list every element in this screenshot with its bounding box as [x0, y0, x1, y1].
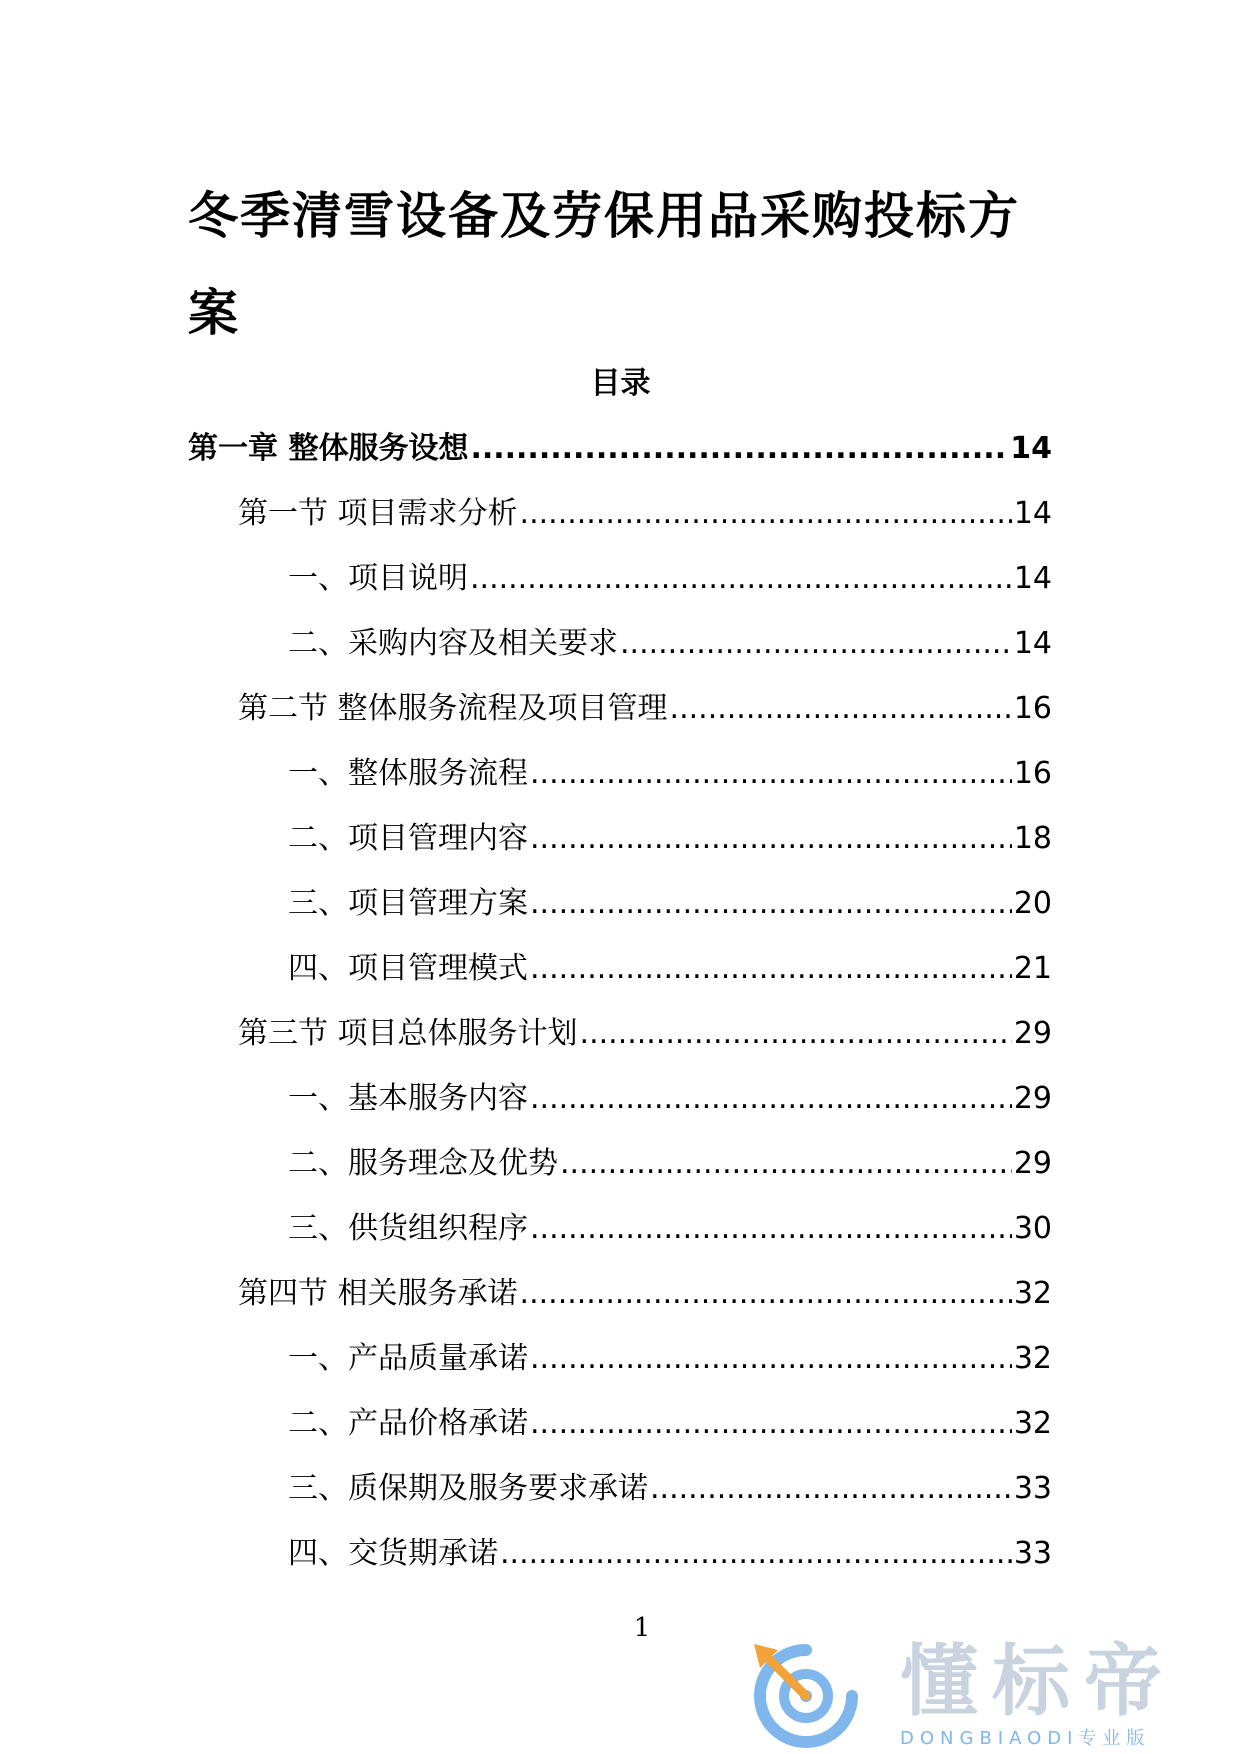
toc-entry[interactable] [188, 883, 1052, 948]
toc-entry[interactable] [188, 1273, 1052, 1338]
watermark-subtitle: DONGBIAODI专业版 [900, 1728, 1151, 1749]
toc-entry[interactable] [188, 818, 1052, 883]
toc-entry[interactable] [188, 1468, 1052, 1533]
toc-entry-title: 一、整体服务流程 [288, 756, 528, 791]
toc-leader-dots [670, 688, 1012, 730]
toc-entry-page: 14 [1013, 626, 1052, 661]
toc-entry-title: 第一节 项目需求分析 [238, 496, 518, 531]
toc-entry-page: 32 [1013, 1341, 1052, 1376]
toc-leader-dots [530, 1208, 1012, 1250]
toc-entry-title: 一、项目说明 [288, 561, 468, 596]
toc-entry[interactable] [188, 1403, 1052, 1468]
toc-entry-title: 二、服务理念及优势 [288, 1146, 558, 1181]
toc-leader-dots [500, 1533, 1012, 1575]
toc-leader-dots [530, 1078, 1012, 1120]
toc-entry-title: 第四节 相关服务承诺 [238, 1276, 518, 1311]
toc-heading: 目录 [590, 366, 651, 401]
toc-leader-dots [530, 818, 1012, 860]
toc-entry-page: 30 [1013, 1211, 1052, 1246]
toc-entry-title: 三、质保期及服务要求承诺 [288, 1471, 648, 1506]
toc-leader-dots [530, 1403, 1012, 1445]
toc-entry[interactable] [188, 623, 1052, 688]
toc-entry-page: 29 [1013, 1146, 1052, 1181]
toc-entry-page: 18 [1013, 821, 1052, 856]
toc-leader-dots [530, 948, 1012, 990]
toc-entry-page: 14 [1013, 561, 1052, 596]
toc-entry-title: 二、项目管理内容 [288, 821, 528, 856]
toc-entry[interactable] [188, 1013, 1052, 1078]
watermark [740, 1628, 1230, 1754]
toc-entry-page: 20 [1013, 886, 1052, 921]
toc-entry[interactable] [188, 1078, 1052, 1143]
toc-entry-title: 二、产品价格承诺 [288, 1406, 528, 1441]
toc-entry-page: 29 [1013, 1081, 1052, 1116]
toc-leader-dots [520, 493, 1012, 535]
document-title: 冬季清雪设备及劳保用品采购投标方案 [188, 187, 1020, 342]
toc-entry-title: 四、交货期承诺 [288, 1536, 498, 1571]
toc-entry[interactable] [188, 753, 1052, 818]
toc-entry-title: 三、项目管理方案 [288, 886, 528, 921]
toc-entry-page: 21 [1013, 951, 1052, 986]
toc-entry-title: 第三节 项目总体服务计划 [238, 1016, 578, 1051]
toc-entry[interactable] [188, 1208, 1052, 1273]
toc-leader-dots [520, 1273, 1012, 1315]
toc-leader-dots [650, 1468, 1012, 1510]
toc-entry-title: 第一章 整体服务设想 [188, 431, 469, 466]
table-of-contents [188, 428, 1052, 1598]
toc-leader-dots [580, 1013, 1012, 1055]
toc-entry-page: 16 [1013, 691, 1052, 726]
toc-entry[interactable] [188, 493, 1052, 558]
toc-entry[interactable] [188, 1143, 1052, 1208]
toc-leader-dots [620, 623, 1012, 665]
toc-entry-page: 14 [1010, 431, 1052, 466]
toc-entry-page: 33 [1013, 1536, 1052, 1571]
toc-entry-page: 29 [1013, 1016, 1052, 1051]
toc-entry-title: 二、采购内容及相关要求 [288, 626, 618, 661]
toc-entry-page: 32 [1013, 1276, 1052, 1311]
toc-leader-dots [470, 558, 1012, 600]
toc-entry-title: 三、供货组织程序 [288, 1211, 528, 1246]
toc-entry-page: 14 [1013, 496, 1052, 531]
toc-entry-title: 一、基本服务内容 [288, 1081, 528, 1116]
page-number: 1 [633, 1613, 651, 1643]
toc-entry-page: 32 [1013, 1406, 1052, 1441]
toc-entry-page: 33 [1013, 1471, 1052, 1506]
toc-leader-dots [530, 883, 1012, 925]
toc-leader-dots [530, 1338, 1012, 1380]
toc-entry[interactable] [188, 1533, 1052, 1598]
toc-entry[interactable] [188, 1338, 1052, 1403]
toc-entry[interactable] [188, 948, 1052, 1013]
toc-entry-title: 一、产品质量承诺 [288, 1341, 528, 1376]
toc-leader-dots [530, 753, 1012, 795]
toc-entry[interactable] [188, 558, 1052, 623]
toc-entry-page: 16 [1013, 756, 1052, 791]
toc-leader-dots [470, 428, 1008, 470]
watermark-brand-name: 懂标帝 [900, 1637, 1177, 1727]
toc-entry-title: 第二节 整体服务流程及项目管理 [238, 691, 668, 726]
toc-entry[interactable] [188, 688, 1052, 753]
target-arrow-icon [740, 1634, 880, 1754]
toc-entry-title: 四、项目管理模式 [288, 951, 528, 986]
toc-entry[interactable] [188, 428, 1052, 493]
toc-leader-dots [560, 1143, 1012, 1185]
